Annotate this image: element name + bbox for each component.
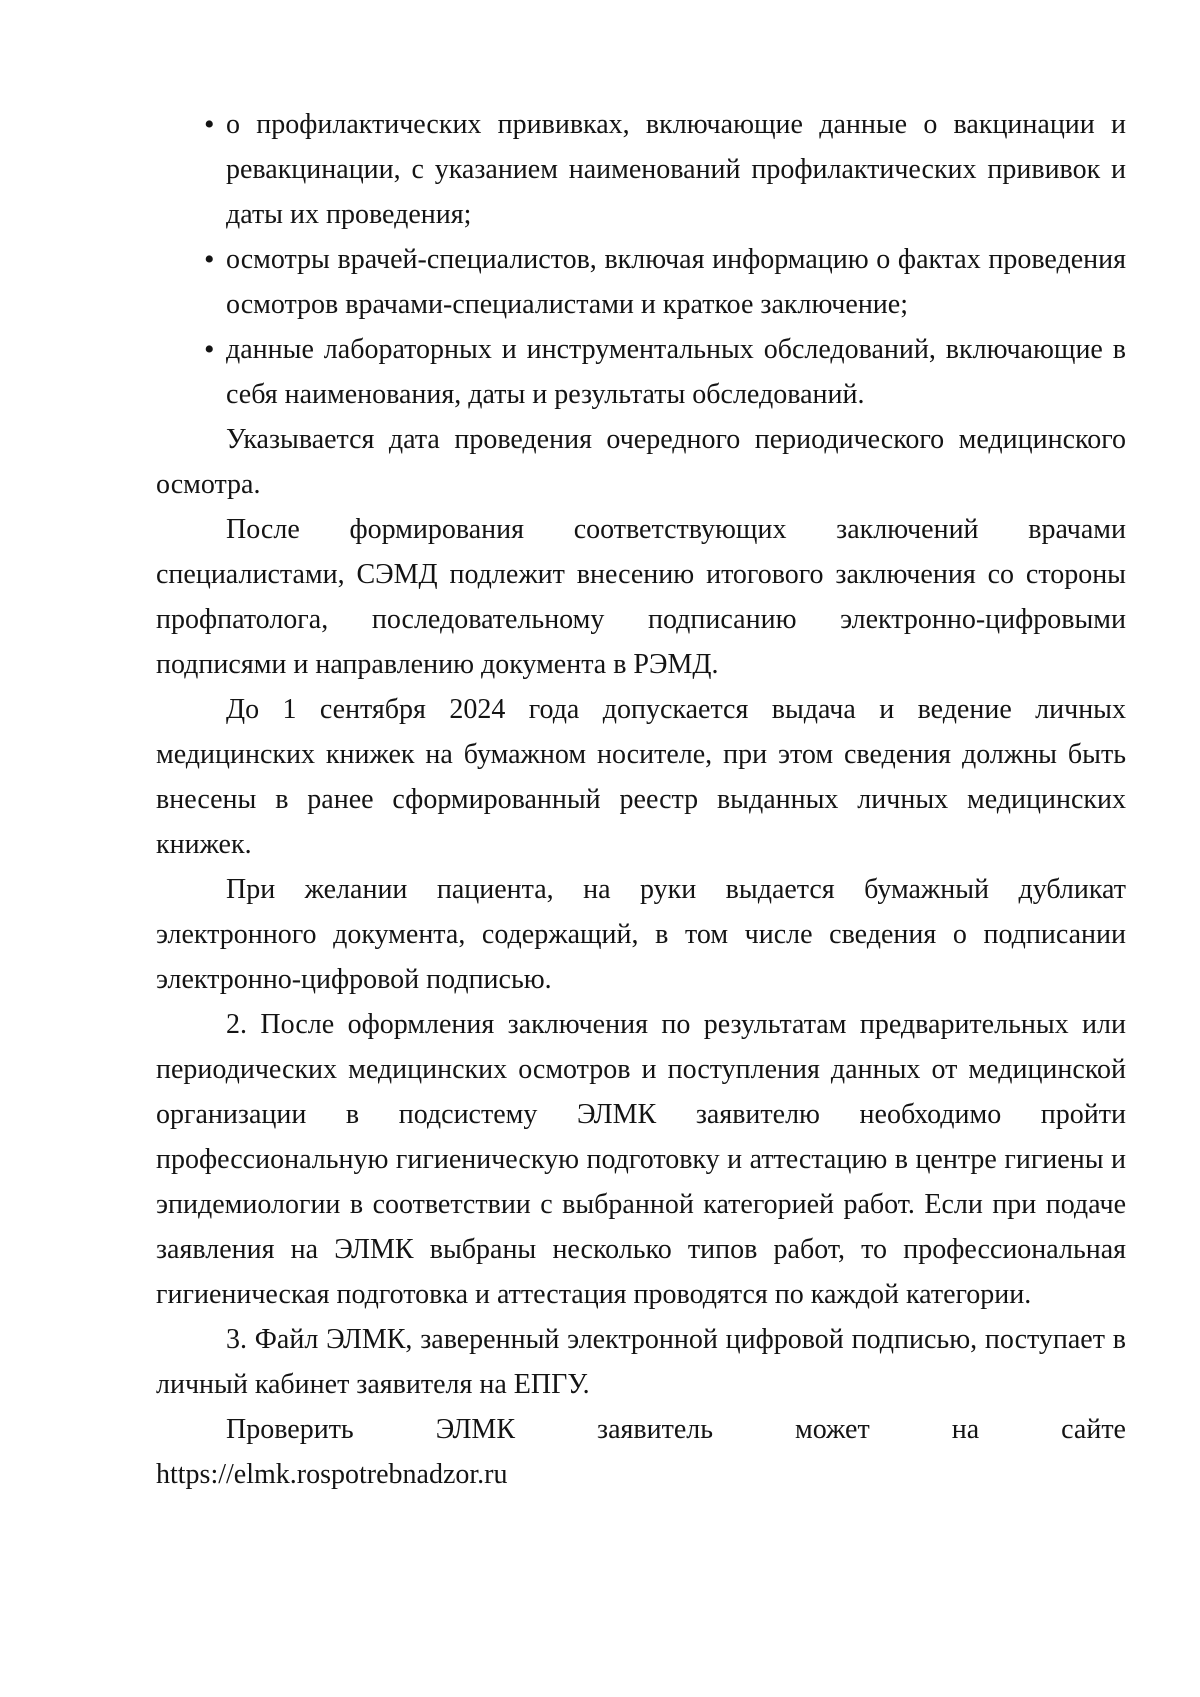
paragraph-step-2: 2. После оформления заключения по результатам предварительных или периодических медицинских осмотров и поступления данных от медицинской организации в подсистему ЭЛМК заявителю необходимо пройти профессиональную гигиеническую подготовку и аттестацию в центре гигиены и эпидемиологии в соответствии с выбранной категорией работ. Если при подаче заявления на ЭЛМК выбраны несколько типов работ, то профессиональная гигиеническая подготовка и аттестация проводятся по каждой категории. (156, 1009, 1126, 1310)
paragraph-exam-date: Указывается дата проведения очередного периодического медицинского осмотра. (156, 424, 1126, 500)
paragraph-semd-signing: После формирования соответствующих заключений врачами специалистами, СЭМД подлежит внесению итогового заключения со стороны профпатолога, последовательному подписанию электронно-цифровыми подписями и направлению документа в РЭМД. (156, 514, 1126, 680)
bullet-list (156, 102, 1126, 417)
paragraph-step-3: 3. Файл ЭЛМК, заверенный электронной цифровой подписью, поступает в личный кабинет заявителя на ЕПГУ. (156, 1324, 1126, 1400)
document-body (156, 102, 1126, 1497)
elmk-url: https://elmk.rospotrebnadzor.ru (156, 1459, 508, 1490)
paragraph-paper-books: До 1 сентября 2024 года допускается выдача и ведение личных медицинских книжек на бумажном носителе, при этом сведения должны быть внесены в ранее сформированный реестр выданных личных медицинских книжек. (156, 694, 1126, 860)
paragraph-paper-duplicate: При желании пациента, на руки выдается бумажный дубликат электронного документа, содержащий, в том числе сведения о подписании электронно-цифровой подписью. (156, 874, 1126, 995)
bullet-item-vaccinations: • о профилактических прививках, включающие данные о вакцинации и ревакцинации, с указанием наименований профилактических прививок и даты их проведения; (226, 102, 1126, 237)
bullet-item-specialist-exams: • осмотры врачей-специалистов, включая информацию о фактах проведения осмотров врачами-специалистами и краткое заключение; (226, 237, 1126, 327)
bullet-item-lab-results: • данные лабораторных и инструментальных обследований, включающие в себя наименования, даты и результаты обследований. (226, 327, 1126, 417)
paragraph-check-elmk: Проверить ЭЛМК заявитель может на сайте (226, 1414, 1126, 1445)
